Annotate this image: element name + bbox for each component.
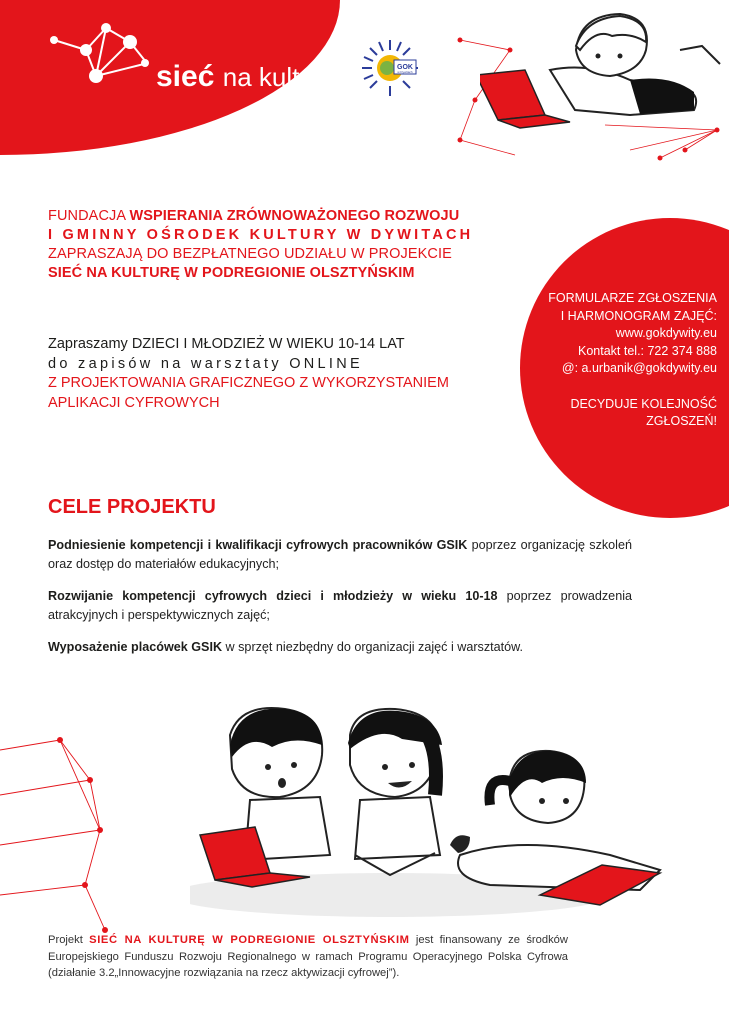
invite-project-name: SIEĆ NA KULTURĘ W PODREGIONIE OLSZTYŃSKIM [48,265,415,281]
goals-list [48,536,632,670]
goal-rest: poprzez prowadzenia atrakcyjnych i perspektywicznych zajęć; [48,589,632,622]
invite-participation: ZAPRASZAJĄ DO BEZPŁATNEGO UDZIAŁU W PROJEKCIE [48,246,452,262]
forms-heading-line1: FORMULARZE ZGŁOSZENIA [548,291,717,305]
network-lines-left-decoration [0,735,130,935]
workshop-topic-line1: Z PROJEKTOWANIA GRAFICZNEGO Z WYKORZYSTANIEM [48,375,449,391]
workshop-online-line: do zapisów na warsztaty ONLINE [48,355,363,372]
workshop-announcement [48,335,488,413]
footer-prefix: Projekt [48,934,90,946]
brand-name-light: na kulturę [222,62,337,92]
contact-info [527,290,717,431]
brand-name-bold: sieć [156,60,215,93]
goal-item [48,536,632,574]
forms-heading-line2: I HARMONOGRAM ZAJĘĆ: [560,308,717,323]
invite-foundation: FUNDACJA [48,208,130,224]
footer-project-name: SIEĆ NA KULTURĘ W PODREGIONIE OLSZTYŃSKIM [89,934,410,946]
email-link[interactable]: @: a.urbanik@gokdywity.eu [561,361,717,375]
website-link[interactable]: www.gokdywity.eu [615,326,717,340]
footer-funding-text: jest finansowany ze środków Europejskiego Funduszu Rozwoju Regionalnego w ramach Programu Operacyjnego Polska Cyfrowa (działanie 3.2„Innowacyjne rozwiązania na rzecz aktywizacji cyfrowej”). [48,934,568,979]
kids-laptops-illustration [190,705,670,930]
goal-item [48,638,632,657]
gok-sublabel: w Dywitach [397,70,413,74]
brand-logo [156,60,337,94]
goals-title: CELE PROJEKTU [48,496,216,518]
notice-line2: ZGŁOSZEŃ! [646,414,717,428]
notice-line1: DECYDUJE KOLEJNOŚĆ [570,396,717,411]
invite-gok-name: I GMINNY OŚRODEK KULTURY W DYWITACH [48,227,474,243]
invitation-text [48,207,493,283]
gok-partner-logo [360,38,420,98]
workshop-invite-word: Zapraszamy [48,336,132,352]
invite-foundation-name: WSPIERANIA ZRÓWNOWAŻONEGO ROZWOJU [129,208,460,224]
phone-number[interactable]: Kontakt tel.: 722 374 888 [578,343,717,358]
goal-bold: Podniesienie kompetencji i kwalifikacji cyfrowych pracowników GSIK [48,538,468,552]
workshop-audience: DZIECI I MŁODZIEŻ W WIEKU 10-14 LAT [131,336,405,352]
goal-rest: poprzez organizację szkoleń oraz dostęp do materiałów edukacyjnych; [48,538,632,571]
workshop-topic-line2: APLIKACJI CYFROWYCH [48,394,220,411]
goal-rest: w sprzęt niezbędny do organizacji zajęć i warsztatów. [222,640,524,654]
girl-laptop-illustration [480,10,729,130]
network-logo-icon [48,18,158,98]
goal-item [48,587,632,625]
goal-bold: Wyposażenie placówek GSIK [48,640,223,654]
funding-footer [48,932,568,982]
gok-label: GOK [397,64,413,71]
goal-bold: Rozwijanie kompetencji cyfrowych dzieci i młodzieży w wieku 10-18 [48,589,498,603]
